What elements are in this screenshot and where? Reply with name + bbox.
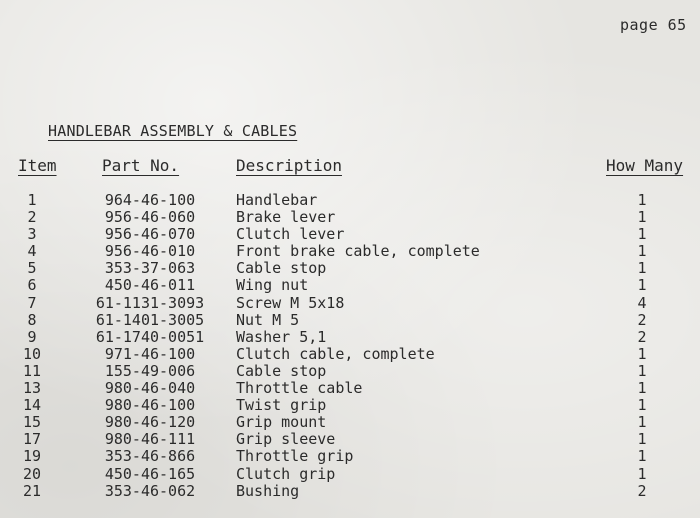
quantity: 2 <box>637 327 647 346</box>
item-number: 3 <box>27 225 37 244</box>
part-description: Front brake cable, complete <box>236 242 480 261</box>
quantity: 1 <box>637 208 647 227</box>
part-description: Clutch grip <box>236 464 336 483</box>
part-description: Handlebar <box>236 191 318 209</box>
quantity: 2 <box>637 481 647 500</box>
part-number: 980-46-111 <box>104 430 196 449</box>
item-number: 1 <box>27 191 37 209</box>
table-row <box>0 260 700 277</box>
part-description: Bushing <box>236 481 300 500</box>
part-description: Nut M 5 <box>236 310 300 329</box>
part-description: Throttle grip <box>236 447 354 466</box>
quantity: 1 <box>637 430 647 449</box>
table-row <box>0 312 700 329</box>
table-row <box>0 483 700 500</box>
table-row <box>0 277 700 294</box>
item-number: 21 <box>22 481 42 500</box>
quantity: 1 <box>637 259 647 278</box>
quantity: 1 <box>637 225 647 244</box>
table-row <box>0 226 700 243</box>
part-number: 61-1401-3005 <box>95 310 205 329</box>
quantity: 1 <box>637 464 647 483</box>
quantity: 1 <box>637 191 647 209</box>
quantity: 4 <box>637 293 647 312</box>
item-number: 15 <box>22 413 42 432</box>
table-row <box>0 192 700 209</box>
part-description: Washer 5,1 <box>236 327 327 346</box>
table-row <box>0 414 700 431</box>
item-number: 19 <box>22 447 42 466</box>
item-number: 7 <box>27 293 37 312</box>
item-number: 10 <box>22 344 42 363</box>
column-header-part-number <box>102 156 179 175</box>
column-header-item <box>18 156 57 175</box>
part-description: Cable stop <box>236 361 327 380</box>
item-number: 2 <box>27 208 37 227</box>
column-header-description-text: Description <box>236 156 342 175</box>
part-description: Clutch lever <box>236 225 345 244</box>
table-row <box>0 466 700 483</box>
part-description: Brake lever <box>236 208 336 227</box>
table-row <box>0 209 700 226</box>
item-number: 8 <box>27 310 37 329</box>
quantity: 2 <box>637 310 647 329</box>
quantity: 1 <box>637 276 647 295</box>
table-row <box>0 329 700 346</box>
column-header-part-number-text: Part No. <box>102 156 180 175</box>
quantity: 1 <box>637 447 647 466</box>
table-row <box>0 380 700 397</box>
part-number: 450-46-165 <box>104 464 196 483</box>
item-number: 13 <box>22 379 42 398</box>
part-number: 956-46-010 <box>104 242 196 261</box>
item-number: 17 <box>22 430 42 449</box>
item-number: 5 <box>27 259 37 278</box>
item-number: 11 <box>22 361 42 380</box>
part-description: Throttle cable <box>236 379 363 398</box>
column-header-quantity <box>606 156 683 175</box>
quantity: 1 <box>637 344 647 363</box>
item-number: 14 <box>22 396 42 415</box>
item-number: 20 <box>22 464 42 483</box>
quantity: 1 <box>637 242 647 261</box>
part-description: Grip mount <box>236 413 327 432</box>
quantity: 1 <box>637 413 647 432</box>
part-number: 956-46-070 <box>104 225 196 244</box>
table-row <box>0 346 700 363</box>
table-row <box>0 397 700 414</box>
part-description: Clutch cable, complete <box>236 344 435 363</box>
column-header-quantity-text: How Many <box>606 156 684 175</box>
parts-list <box>0 192 700 500</box>
part-description: Cable stop <box>236 259 327 278</box>
part-number: 61-1740-0051 <box>95 327 205 346</box>
table-row <box>0 431 700 448</box>
part-description: Twist grip <box>236 396 327 415</box>
part-number: 450-46-011 <box>104 276 196 295</box>
table-row <box>0 295 700 312</box>
section-title <box>48 122 297 140</box>
part-number: 964-46-100 <box>104 191 196 209</box>
table-row <box>0 363 700 380</box>
part-number: 353-46-866 <box>104 447 196 466</box>
part-description: Wing nut <box>236 276 309 295</box>
section-title-text: HANDLEBAR ASSEMBLY & CABLES <box>48 122 298 140</box>
item-number: 6 <box>27 276 37 295</box>
part-number: 980-46-120 <box>104 413 196 432</box>
part-number: 956-46-060 <box>104 208 196 227</box>
table-row <box>0 448 700 465</box>
item-number: 4 <box>27 242 37 261</box>
part-number: 61-1131-3093 <box>95 293 205 312</box>
part-number: 155-49-006 <box>104 361 196 380</box>
part-number: 353-37-063 <box>104 259 196 278</box>
item-number: 9 <box>27 327 37 346</box>
quantity: 1 <box>637 396 647 415</box>
page-number: page 65 <box>620 16 687 34</box>
quantity: 1 <box>637 379 647 398</box>
part-description: Screw M 5x18 <box>236 293 345 312</box>
table-row <box>0 243 700 260</box>
part-number: 980-46-100 <box>104 396 196 415</box>
quantity: 1 <box>637 361 647 380</box>
part-number: 980-46-040 <box>104 379 196 398</box>
column-header-description <box>236 156 342 175</box>
column-header-item-text: Item <box>18 156 57 175</box>
part-number: 971-46-100 <box>104 344 196 363</box>
part-number: 353-46-062 <box>104 481 196 500</box>
part-description: Grip sleeve <box>236 430 336 449</box>
